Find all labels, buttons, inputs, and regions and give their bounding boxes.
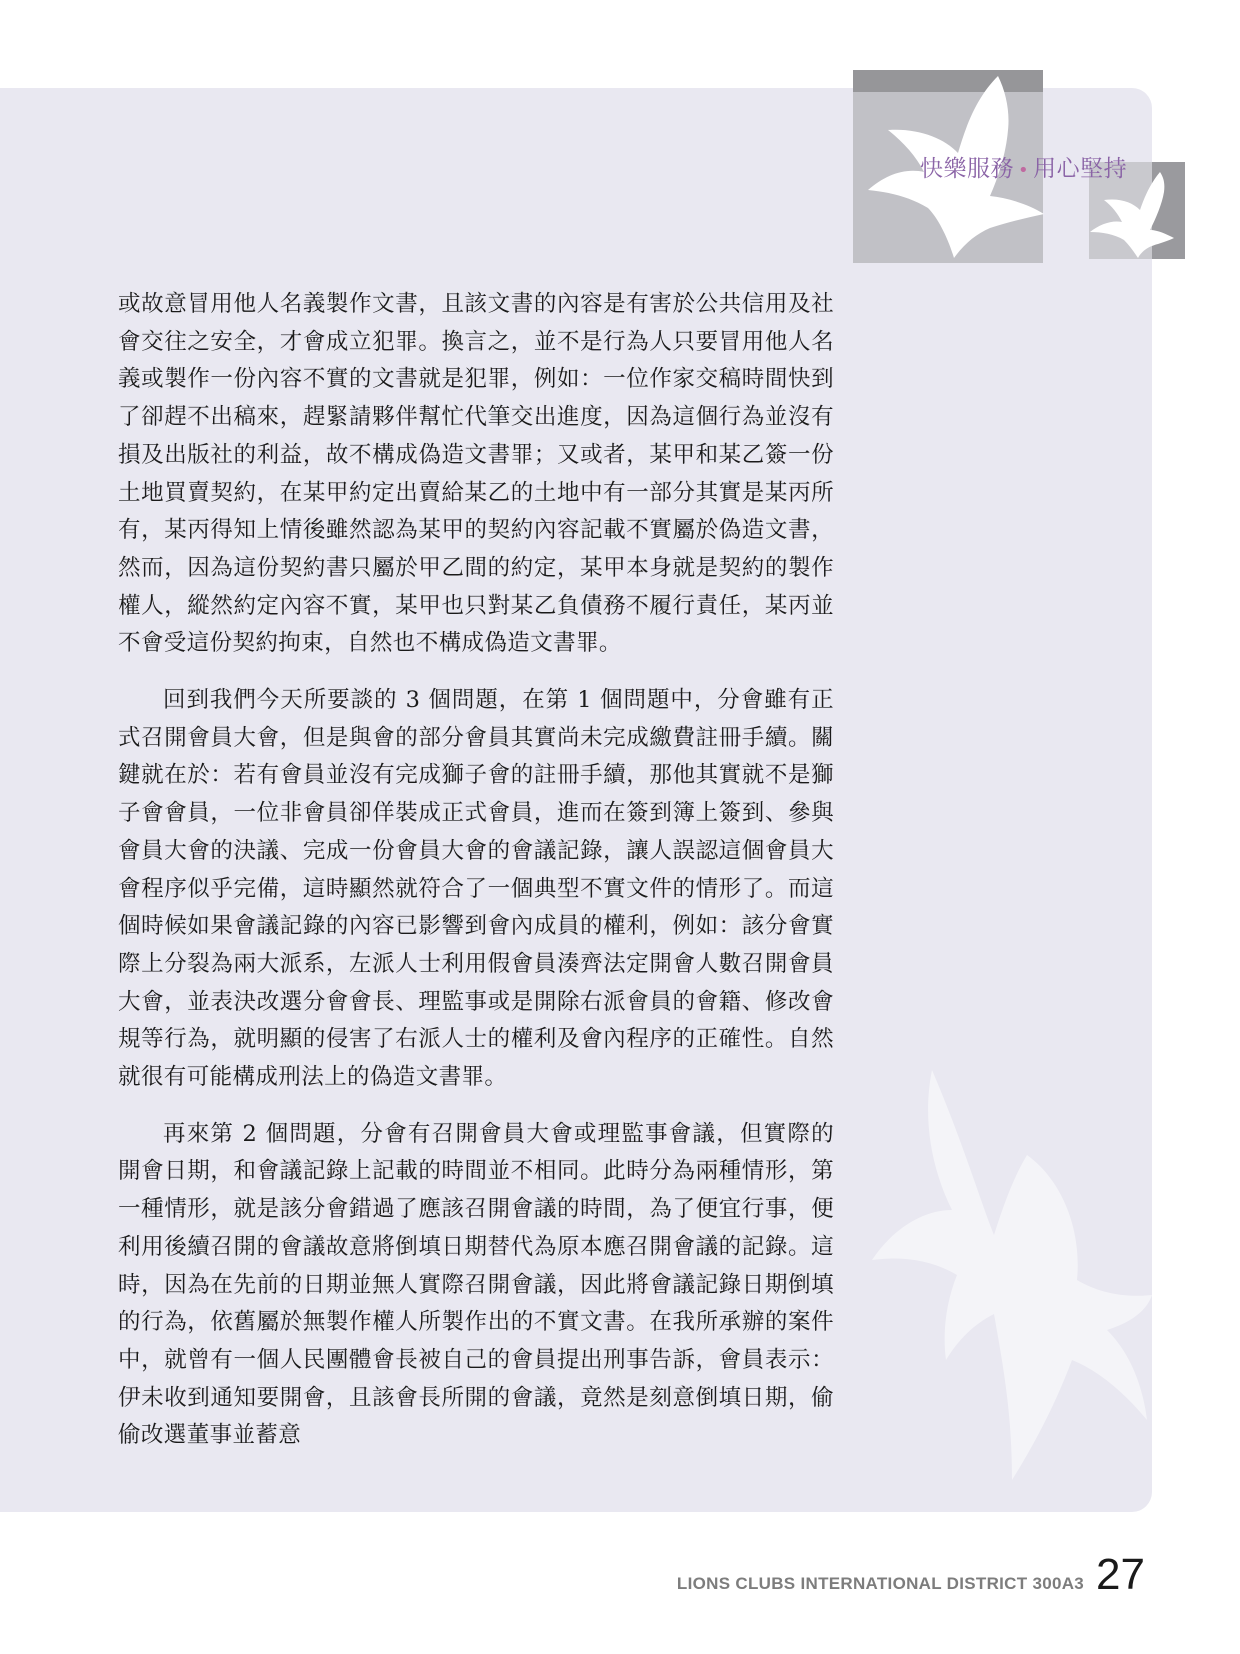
tagline-part-2: 用心堅持 <box>1033 156 1128 182</box>
tagline-part-1: 快樂服務 <box>920 156 1014 182</box>
paragraph: 回到我們今天所要談的 3 個問題，在第 1 個問題中，分會雖有正式召開會員大會，但是與會的部分會員其實尚未完成繳費註冊手續。關鍵就在於：若有會員並沒有完成獅子會的註冊手續，那他其實就不是獅子會會員，一位非會員卻佯裝成正式會員，進而在簽到簿上簽到、參與會員大會的決議、完成一份會員大會的會議記錄，讓人誤認這個會員大會程序似乎完備，這時顯然就符合了一個典型不實文件的情形了。而這個時候如果會議記錄的內容已影響到會內成員的權利，例如：該分會實際上分裂為兩大派系，左派人士利用假會員湊齊法定開會人數召開會員大會，並表決改選分會會長、理監事或是開除右派會員的會籍、修改會規等行為，就明顯的侵害了右派人士的權利及會內程序的正確性。自然就很有可能構成刑法上的偽造文書罪。 <box>118 687 834 1091</box>
dove-watermark-icon <box>862 1060 1152 1510</box>
page-footer <box>677 1550 1145 1610</box>
article-body <box>118 286 834 1455</box>
tagline-dot: • <box>1018 160 1030 181</box>
footer-organization: LIONS CLUBS INTERNATIONAL DISTRICT 300A3 <box>676 1574 1085 1593</box>
page-number: 27 <box>1096 1550 1145 1599</box>
paragraph: 再來第 2 個問題，分會有召開會員大會或理監事會議，但實際的開會日期，和會議記錄上記載的時間並不相同。此時分為兩種情形，第一種情形，就是該分會錯過了應該召開會議的時間，為了便宜行事，便利用後續召開的會議故意將倒填日期替代為原本應召開會議的記錄。這時，因為在先前的日期並無人實際召開會議，因此將會議記錄日期倒填的行為，依舊屬於無製作權人所製作出的不實文書。在我所承辦的案件中，就曾有一個人民團體會長被自己的會員提出刑事告訴，會員表示：伊未收到通知要開會，且該會長所開的會議，竟然是刻意倒填日期，偷偷改選董事並蓄意 <box>118 1120 834 1449</box>
header-tagline <box>920 150 1127 186</box>
paragraph: 或故意冒用他人名義製作文書，且該文書的內容是有害於公共信用及社會交往之安全，才會成立犯罪。換言之，並不是行為人只要冒用他人名義或製作一份內容不實的文書就是犯罪，例如：一位作家交稿時間快到了卻趕不出稿來，趕緊請夥伴幫忙代筆交出進度，因為這個行為並沒有損及出版社的利益，故不構成偽造文書罪；又或者，某甲和某乙簽一份土地買賣契約，在某甲約定出賣給某乙的土地中有一部分其實是某丙所有，某丙得知上情後雖然認為某甲的契約內容記載不實屬於偽造文書，然而，因為這份契約書只屬於甲乙間的約定，某甲本身就是契約的製作權人，縱然約定內容不實，某甲也只對某乙負債務不履行責任，某丙並不會受這份契約拘束，自然也不構成偽造文書罪。 <box>118 291 834 657</box>
